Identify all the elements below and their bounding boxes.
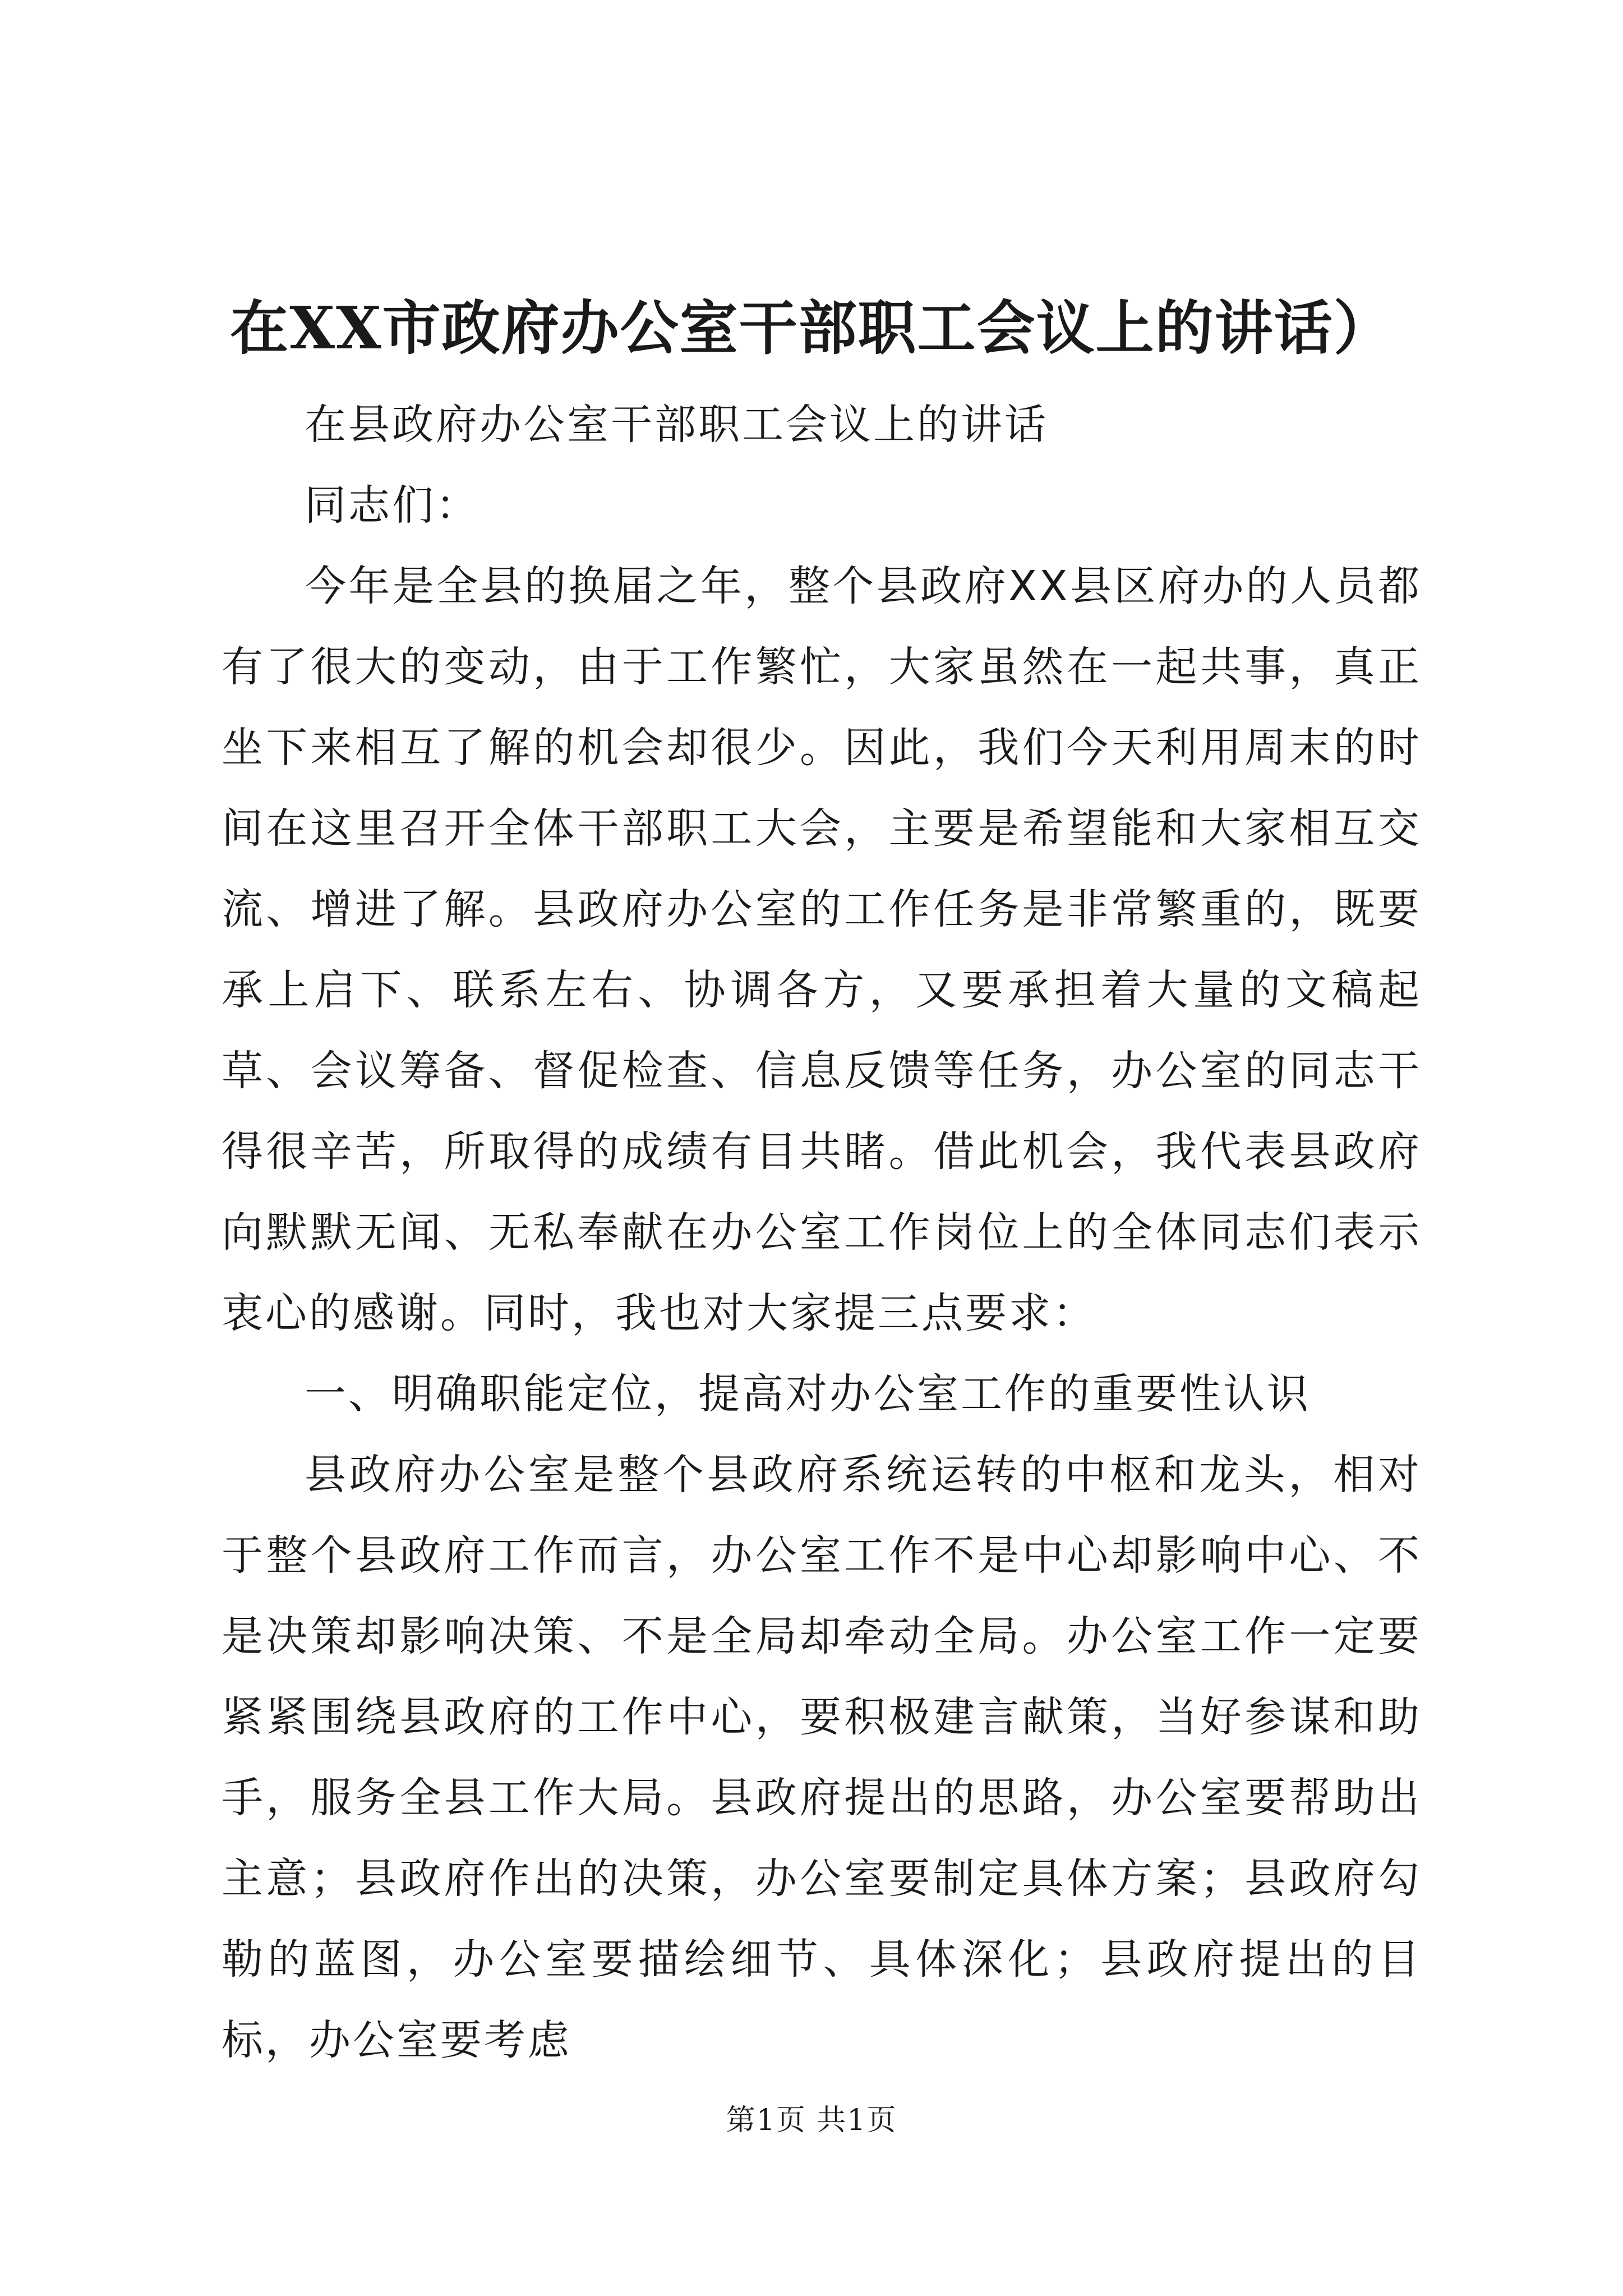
body-paragraph: 县政府办公室是整个县政府系统运转的中枢和龙头，相对于整个县政府工作而言，办公室工作不是中心却影响中心、不是决策却影响决策、不是全局却牵动全局。办公室工作一定要紧紧围绕县政府的工作中心，要积极建言献策，当好参谋和助手，服务全县工作大局。县政府提出的思路，办公室要帮助出主意；县政府作出的决策，办公室要制定具体方案；县政府勾勒的蓝图，办公室要描绘细节、具体深化；县政府提出的目标，办公室要考虑 — [222, 1451, 1422, 2064]
subtitle-paragraph: 在县政府办公室干部职工会议上的讲话 — [305, 401, 1048, 449]
body-paragraph: 今年是全县的换届之年，整个县政府XX县区府办的人员都有了很大的变动，由于工作繁忙，大家虽然在一起共事，真正坐下来相互了解的机会却很少。因此，我们今天利用周末的时间在这里召开全体干部职工大会，主要是希望能和大家相互交流、增进了解。县政府办公室的工作任务是非常繁重的，既要承上启下、联系左右、协调各方，又要承担着大量的文稿起草、会议筹备、督促检查、信息反馈等任务，办公室的同志干得很辛苦，所取得的成绩有目共睹。借此机会，我代表县政府向默默无闻、无私奉献在办公室工作岗位上的全体同志们表示衷心的感谢。同时，我也对大家提三点要求： — [222, 562, 1422, 1337]
page-footer: 第1页 共1页 — [726, 2104, 897, 2137]
section-heading: 一、明确职能定位，提高对办公室工作的重要性认识 — [305, 1370, 1311, 1418]
salutation-paragraph: 同志们： — [305, 481, 479, 530]
document-title: 在XX市政府办公室干部职工会议上的讲话） — [230, 293, 1393, 362]
document-body — [222, 384, 1422, 2081]
